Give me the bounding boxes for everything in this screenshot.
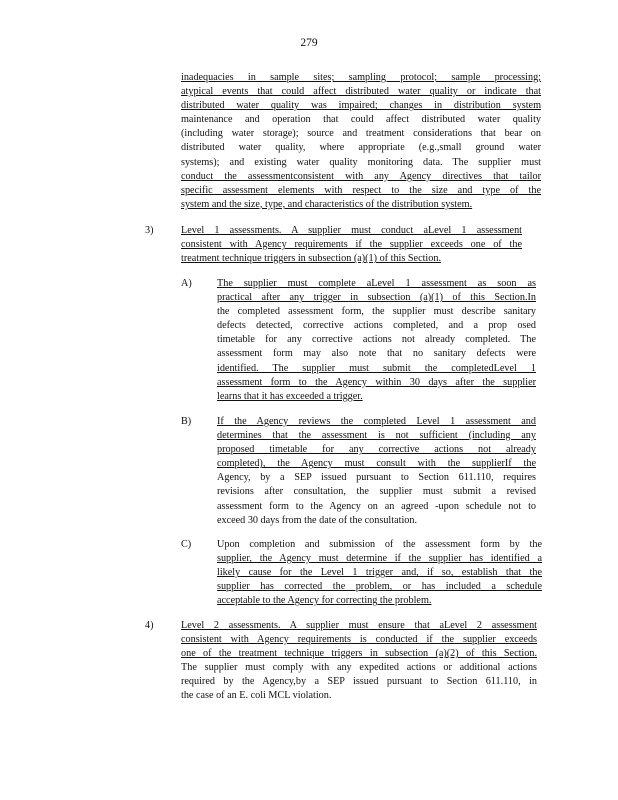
text-line <box>181 252 522 266</box>
underlined-text: identified. The supplier must submit the completedLevel 1 <box>217 362 536 374</box>
text-line <box>217 362 536 376</box>
text-line <box>217 580 542 594</box>
text-line <box>181 85 541 99</box>
text-line <box>181 238 522 252</box>
line-text: maintenance and operation that could affect distributed water quality <box>181 114 541 126</box>
underlined-text: Level 2 assessments. A supplier must ensure that aLevel 2 assessment <box>181 620 537 631</box>
item-3b-label: B) <box>181 416 192 427</box>
underlined-text: learns that it has exceeded a trigger. <box>217 390 363 402</box>
item-3a-paragraph <box>217 277 536 404</box>
text-line <box>181 198 541 212</box>
underlined-text: determines that the assessment is not sufficient (including any <box>217 430 536 442</box>
text-line <box>217 347 536 361</box>
line-text: the completed assessment form, the supplier must describe sanitary <box>217 306 536 318</box>
text-line <box>217 485 536 499</box>
line-text: required by the Agency,by a SEP issued pursuant to Section 611.110, in <box>181 676 537 688</box>
text-line <box>217 471 536 485</box>
item-4-level-2-assessments <box>181 619 537 704</box>
item-3c-paragraph <box>217 538 542 608</box>
item-3-label: 3) <box>145 225 154 236</box>
item-3b-paragraph <box>217 415 536 528</box>
text-line <box>217 552 542 566</box>
text-line <box>217 594 542 608</box>
intro-paragraph <box>181 71 541 212</box>
underlined-text: one of the treatment technique triggers in subsection (a)(2) of this Section. <box>181 648 537 660</box>
text-line <box>217 538 542 552</box>
item-4-label: 4) <box>145 620 154 631</box>
text-line <box>181 99 541 113</box>
underlined-text: system and the size, type, and characteristics of the distribution system. <box>181 198 473 210</box>
item-3a-label: A) <box>181 278 192 289</box>
line-text: (including water storage); source and treatment considerations that bear on <box>181 128 541 140</box>
line-text: the case of an E. coli MCL violation. <box>181 690 332 702</box>
underlined-text: The supplier must complete aLevel 1 assessment as soon as <box>217 278 536 289</box>
text-line <box>217 500 536 514</box>
underlined-text: consistent with Agency requirements is conducted if the supplier exceeds <box>181 634 537 646</box>
underlined-text: supplier, the Agency must determine if the supplier has identified a <box>217 553 542 565</box>
page-number: 279 <box>300 37 318 49</box>
text-line <box>181 127 541 141</box>
line-text: The supplier must comply with any expedited actions or additional actions <box>181 662 537 674</box>
underlined-text: completed), the Agency must consult with the supplierIf the <box>217 458 536 470</box>
line-text: assessment form to the Agency on an agreed -upon schedule not to <box>217 500 536 512</box>
underlined-text: Level 1 assessments. A supplier must conduct aLevel 1 assessment <box>181 225 522 236</box>
line-text: revisions after consultation, the supplier must submit a revised <box>217 486 536 498</box>
text-line <box>181 661 537 675</box>
text-line <box>217 566 542 580</box>
underlined-text: practical after any trigger in subsection (a)(1) of this Section.In <box>217 292 536 304</box>
underlined-text: specific assessment elements with respect to the size and type of the <box>181 184 541 196</box>
underlined-text: conduct the assessmentconsistent with any Agency directives that tailor <box>181 170 541 182</box>
underlined-text: supplier has corrected the problem, or has included a schedule <box>217 581 542 593</box>
text-line <box>217 305 536 319</box>
text-line <box>181 170 541 184</box>
underlined-text: acceptable to the Agency for correcting the problem. <box>217 595 432 607</box>
text-line <box>217 376 536 390</box>
line-text: timetable for any corrective actions not already completed. The <box>217 334 536 346</box>
line-text: Upon completion and submission of the assessment form by the <box>217 539 542 550</box>
text-line <box>217 277 536 291</box>
text-line <box>217 415 536 429</box>
text-line <box>181 224 522 238</box>
text-line <box>181 71 541 85</box>
item-3c-label: C) <box>181 539 192 550</box>
underlined-text: If the Agency reviews the completed Level 1 assessment and <box>217 416 536 427</box>
text-line <box>217 514 536 528</box>
text-line <box>181 675 537 689</box>
underlined-text: proposed timetable for any corrective actions not already <box>217 444 536 456</box>
text-line <box>217 291 536 305</box>
text-line <box>217 333 536 347</box>
line-text: exceed 30 days from the date of the consultation. <box>217 514 418 526</box>
text-line <box>181 689 537 703</box>
underlined-text: distributed water quality was impaired; changes in distribution system <box>181 100 541 112</box>
text-line <box>217 443 536 457</box>
underlined-text: consistent with Agency requirements if the supplier exceeds one of the <box>181 239 522 251</box>
text-line <box>217 319 536 333</box>
text-line <box>181 141 541 155</box>
line-text: distributed water quality, where appropriate (e.g.,small ground water <box>181 142 541 154</box>
text-line <box>181 156 541 170</box>
line-text: assessment form may also note that no sanitary defects were <box>217 348 536 360</box>
line-text: systems); and existing water quality monitoring data. The supplier must <box>181 156 541 168</box>
item-3-level-1-assessments <box>181 224 522 266</box>
text-line <box>217 390 536 404</box>
text-line <box>217 429 536 443</box>
text-line <box>181 619 537 633</box>
underlined-text: inadequacies in sample sites; sampling protocol; sample processing; <box>181 72 541 83</box>
underlined-text: atypical events that could affect distributed water quality or indicate that <box>181 86 541 98</box>
text-line <box>217 457 536 471</box>
text-line <box>181 647 537 661</box>
underlined-text: treatment technique triggers in subsection (a)(1) of this Section. <box>181 253 441 265</box>
underlined-text: likely cause for the Level 1 trigger and, if so, establish that the <box>217 567 542 579</box>
text-line <box>181 633 537 647</box>
underlined-text: assessment form to the Agency within 30 days after the supplier <box>217 376 536 388</box>
line-text: defects detected, corrective actions completed, and a prop osed <box>217 320 536 332</box>
line-text: Agency, by a SEP issued pursuant to Section 611.110, requires <box>217 472 536 484</box>
text-line <box>181 184 541 198</box>
text-line <box>181 113 541 127</box>
